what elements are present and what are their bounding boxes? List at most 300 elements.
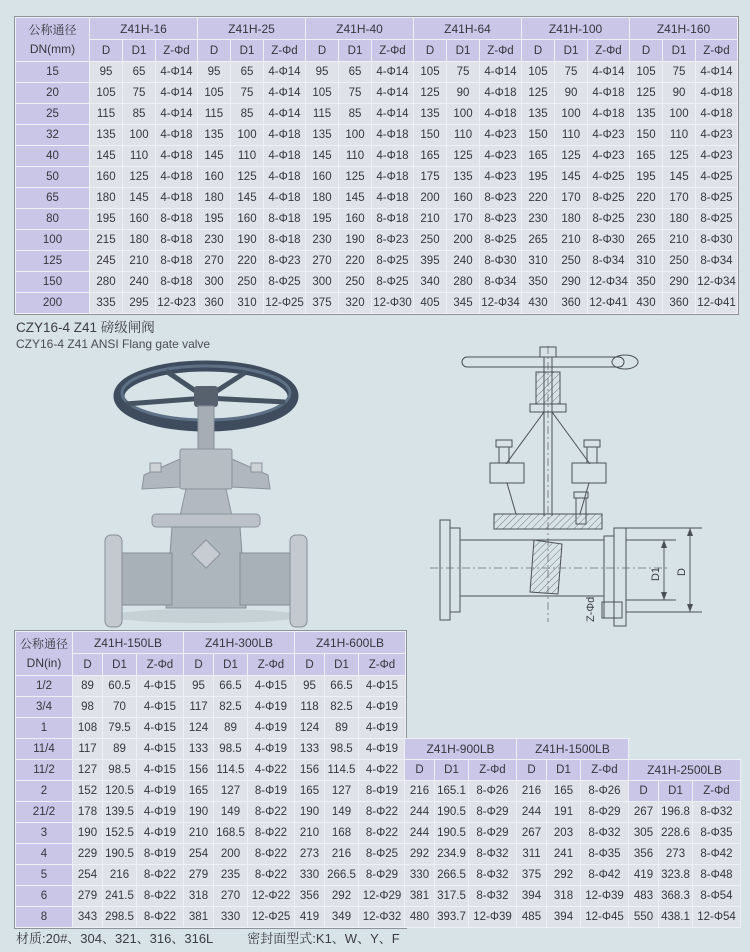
- table-cell: 85: [123, 104, 156, 125]
- column-subheader: D1: [339, 40, 372, 62]
- table-cell: 280: [90, 272, 123, 293]
- table-row: [16, 83, 738, 104]
- table-cell: 65: [231, 62, 264, 83]
- table-cell: 8-Φ25: [480, 230, 522, 251]
- table-cell: 4-Φ14: [696, 62, 738, 83]
- dn-cell: 25: [16, 104, 90, 125]
- table-cell: 82.5: [214, 697, 248, 718]
- table-cell: 298.5: [103, 907, 137, 928]
- table-cell: 215: [90, 230, 123, 251]
- table-cell: 75: [231, 83, 264, 104]
- table-cell: 8-Φ48: [693, 865, 741, 886]
- column-subheader: D: [73, 654, 103, 676]
- table-cell: 4-Φ18: [696, 104, 738, 125]
- table-cell: 8-Φ18: [156, 251, 198, 272]
- table-cell: 180: [198, 188, 231, 209]
- table-cell: 75: [339, 83, 372, 104]
- table-cell: 145: [339, 188, 372, 209]
- table-cell: 8-Φ54: [693, 886, 741, 907]
- table-cell: 98.5: [325, 739, 359, 760]
- column-header: D1: [547, 760, 581, 781]
- table-cell: 230: [306, 230, 339, 251]
- table-cell: 240: [123, 272, 156, 293]
- table-cell: 220: [522, 188, 555, 209]
- table-cell: 125: [630, 83, 663, 104]
- table-cell: 4-Φ22: [359, 760, 406, 781]
- table-cell: 195: [522, 167, 555, 188]
- column-group-header: Z41H-100: [522, 18, 630, 40]
- table-row: [405, 760, 741, 781]
- column-header: Z-Φd: [581, 760, 629, 781]
- table-cell: 4-Φ18: [156, 167, 198, 188]
- table-cell: 210: [555, 230, 588, 251]
- table-cell: 292: [405, 844, 435, 865]
- table-cell: 485: [517, 907, 547, 928]
- table-cell: 4-Φ15: [137, 718, 184, 739]
- table-row: [405, 907, 741, 928]
- table-cell: 279: [73, 886, 103, 907]
- table-cell: 4-Φ19: [137, 802, 184, 823]
- table-cell: 273: [659, 844, 693, 865]
- table-cell: 360: [555, 293, 588, 314]
- table-cell: 168: [325, 823, 359, 844]
- table-cell: 12-Φ39: [581, 886, 629, 907]
- table-cell: 8-Φ32: [693, 802, 741, 823]
- column-group-header: Z41H-600LB: [295, 632, 406, 654]
- table-cell: 145: [231, 188, 264, 209]
- column-subheader: D: [414, 40, 447, 62]
- dn-cell: 65: [16, 188, 90, 209]
- table-cell: 110: [663, 125, 696, 146]
- table-cell: 240: [447, 251, 480, 272]
- table-corner-label: 公称通径 DN(mm): [16, 18, 90, 62]
- column-subheader: D1: [663, 40, 696, 62]
- table-cell: 8-Φ25: [372, 272, 414, 293]
- dn-cell: 4: [16, 844, 73, 865]
- table-cell: 156: [184, 760, 214, 781]
- table-cell: 190: [73, 823, 103, 844]
- table-cell: 4-Φ14: [372, 83, 414, 104]
- table-cell: 4-Φ23: [696, 125, 738, 146]
- table-cell: 12-Φ25: [248, 907, 295, 928]
- table-cell: 133: [295, 739, 325, 760]
- table-cell: 4-Φ14: [264, 83, 306, 104]
- table-cell: 8-Φ22: [248, 802, 295, 823]
- table-cell: 330: [295, 865, 325, 886]
- table-cell: 210: [123, 251, 156, 272]
- table-row: [16, 886, 406, 907]
- column-subheader: D: [90, 40, 123, 62]
- table-cell: 191: [547, 802, 581, 823]
- table-cell: 110: [555, 125, 588, 146]
- table-cell: 12-Φ25: [264, 293, 306, 314]
- table-cell: 220: [630, 188, 663, 209]
- table-cell: 8-Φ18: [156, 209, 198, 230]
- table-cell: 95: [306, 62, 339, 83]
- table-cell: 292: [325, 886, 359, 907]
- dn-cell: 80: [16, 209, 90, 230]
- table-cell: 100: [663, 104, 696, 125]
- table-cell: 330: [214, 907, 248, 928]
- table-row: [16, 209, 738, 230]
- table-cell: 100: [555, 104, 588, 125]
- table-cell: 4-Φ14: [372, 62, 414, 83]
- column-subheader: Z-Φd: [248, 654, 295, 676]
- table-cell: 8-Φ30: [696, 230, 738, 251]
- table-cell: 8-Φ18: [264, 230, 306, 251]
- table-cell: 12-Φ34: [588, 272, 630, 293]
- dimension-label-d: D: [676, 568, 688, 576]
- dn-cell: 3/4: [16, 697, 73, 718]
- table-row: [16, 230, 738, 251]
- table-cell: 4-Φ25: [588, 167, 630, 188]
- table-cell: 393.7: [435, 907, 469, 928]
- table-cell: 280: [447, 272, 480, 293]
- table-cell: 195: [630, 167, 663, 188]
- table-cell: 220: [339, 251, 372, 272]
- table-cell: 419: [295, 907, 325, 928]
- table-cell: 244: [405, 802, 435, 823]
- table-cell: 124: [295, 718, 325, 739]
- table-cell: 70: [103, 697, 137, 718]
- table-cell: 210: [184, 823, 214, 844]
- table-cell: 196.8: [659, 802, 693, 823]
- table-cell: 66.5: [325, 676, 359, 697]
- table-cell: 8-Φ34: [480, 272, 522, 293]
- table-cell: 4-Φ18: [264, 125, 306, 146]
- table-cell: 8-Φ29: [469, 802, 517, 823]
- table-cell: 430: [522, 293, 555, 314]
- table-cell: 190: [295, 802, 325, 823]
- table-cell: 210: [414, 209, 447, 230]
- table-cell: 75: [555, 62, 588, 83]
- table-cell: 145: [198, 146, 231, 167]
- table-cell: 330: [405, 865, 435, 886]
- table-cell: 311: [517, 844, 547, 865]
- column-subheader: D1: [231, 40, 264, 62]
- table-cell: 108: [73, 718, 103, 739]
- table-cell: 125: [339, 167, 372, 188]
- table-cell: 117: [184, 697, 214, 718]
- table-cell: 394: [517, 886, 547, 907]
- table-cell: 250: [231, 272, 264, 293]
- table-cell: 110: [447, 125, 480, 146]
- table-cell: 273: [295, 844, 325, 865]
- dn-cell: 21/2: [16, 802, 73, 823]
- table-cell: 8-Φ30: [480, 251, 522, 272]
- table-cell: 165: [295, 781, 325, 802]
- table-cell: 4-Φ19: [359, 718, 406, 739]
- table-cell: 127: [325, 781, 359, 802]
- table-cell: 110: [231, 146, 264, 167]
- table-cell: 75: [123, 83, 156, 104]
- table-cell: 8-Φ29: [469, 823, 517, 844]
- table-row: [405, 739, 741, 760]
- table-cell: 90: [555, 83, 588, 104]
- table-cell: 8-Φ25: [588, 209, 630, 230]
- table-cell: 115: [306, 104, 339, 125]
- table-cell: 8-Φ35: [693, 823, 741, 844]
- column-header: Z-Φd: [469, 760, 517, 781]
- column-subheader: Z-Φd: [696, 40, 738, 62]
- table-cell: 200: [447, 230, 480, 251]
- dn-cell: 5: [16, 865, 73, 886]
- table-cell: 165: [522, 146, 555, 167]
- table-cell: 8-Φ25: [264, 272, 306, 293]
- table-cell: 150: [414, 125, 447, 146]
- dn-cell: 3: [16, 823, 73, 844]
- table-cell: 89: [325, 718, 359, 739]
- caption-block: [16, 320, 210, 352]
- table-cell: 318: [547, 886, 581, 907]
- dn-cell: 2: [16, 781, 73, 802]
- table-cell: 419: [629, 865, 659, 886]
- table-cell: 125: [414, 83, 447, 104]
- table-cell: 228.6: [659, 823, 693, 844]
- table-cell: 210: [295, 823, 325, 844]
- table-cell: 135: [522, 104, 555, 125]
- table-cell: 98.5: [214, 739, 248, 760]
- dn-cell: 32: [16, 125, 90, 146]
- table-cell: 8-Φ25: [696, 188, 738, 209]
- table-cell: 160: [198, 167, 231, 188]
- table-cell: 100: [123, 125, 156, 146]
- table-cell: 156: [295, 760, 325, 781]
- table-cell: 241.5: [103, 886, 137, 907]
- table-cell: 190.5: [435, 802, 469, 823]
- table-cell: 4-Φ18: [156, 146, 198, 167]
- table-cell: 438.1: [659, 907, 693, 928]
- dn-cell: 6: [16, 886, 73, 907]
- dn-cell: 1/2: [16, 676, 73, 697]
- table-cell: 4-Φ19: [248, 718, 295, 739]
- table-cell: 8-Φ19: [248, 781, 295, 802]
- table-cell: 168.5: [214, 823, 248, 844]
- table-cell: 125: [522, 83, 555, 104]
- table-cell: 4-Φ14: [156, 104, 198, 125]
- table-cell: 4-Φ18: [372, 167, 414, 188]
- table-cell: 89: [103, 739, 137, 760]
- table-cell: 483: [629, 886, 659, 907]
- table-cell: 8-Φ22: [359, 823, 406, 844]
- table-cell: 241: [547, 844, 581, 865]
- table-cell: 12-Φ23: [156, 293, 198, 314]
- column-header: Z41H-2500LB: [629, 760, 741, 781]
- column-subheader: Z-Φd: [588, 40, 630, 62]
- table-cell: 125: [447, 146, 480, 167]
- table-cell: 8-Φ22: [248, 844, 295, 865]
- table-cell: 4-Φ22: [248, 760, 295, 781]
- table-cell: 110: [123, 146, 156, 167]
- dn-cell: 1: [16, 718, 73, 739]
- table-row: [16, 104, 738, 125]
- table-cell: 375: [517, 865, 547, 886]
- table-cell: 270: [214, 886, 248, 907]
- table-row: [405, 823, 741, 844]
- table-cell: 105: [306, 83, 339, 104]
- table-cell: 4-Φ15: [137, 676, 184, 697]
- table-cell: 4-Φ14: [480, 62, 522, 83]
- table-cell: 4-Φ18: [696, 83, 738, 104]
- table-cell: 4-Φ15: [137, 760, 184, 781]
- column-subheader: Z-Φd: [156, 40, 198, 62]
- dn-cell: 40: [16, 146, 90, 167]
- table-cell: 150: [522, 125, 555, 146]
- table-cell: 135: [306, 125, 339, 146]
- table-cell: 310: [522, 251, 555, 272]
- table-row: [405, 886, 741, 907]
- table-cell: 4-Φ19: [359, 739, 406, 760]
- dn-cell: 125: [16, 251, 90, 272]
- column-subheader: Z-Φd: [359, 654, 406, 676]
- top-table-wrap: [14, 16, 739, 315]
- table-cell: 12-Φ54: [693, 907, 741, 928]
- table-cell: 8-Φ25: [359, 844, 406, 865]
- table-cell: 175: [414, 167, 447, 188]
- table-cell: 8-Φ35: [581, 844, 629, 865]
- table-cell: 230: [198, 230, 231, 251]
- table-cell: 12-Φ45: [581, 907, 629, 928]
- table-cell: 4-Φ23: [696, 146, 738, 167]
- table-cell: 8-Φ22: [248, 865, 295, 886]
- table-cell: 125: [231, 167, 264, 188]
- ansi-dimension-table: [15, 631, 406, 928]
- table-cell: 8-Φ23: [480, 188, 522, 209]
- table-cell: 230: [522, 209, 555, 230]
- table-cell: 114.5: [325, 760, 359, 781]
- table-cell: 267: [517, 823, 547, 844]
- table-cell: 160: [90, 167, 123, 188]
- table-cell: 8-Φ32: [581, 823, 629, 844]
- table-cell: 160: [306, 167, 339, 188]
- table-cell: 190: [339, 230, 372, 251]
- table-cell: 340: [414, 272, 447, 293]
- column-subheader: D: [306, 40, 339, 62]
- table-cell: 4-Φ18: [264, 188, 306, 209]
- table-cell: 4-Φ18: [264, 167, 306, 188]
- table-cell: 180: [123, 230, 156, 251]
- table-cell: 79.5: [103, 718, 137, 739]
- table-cell: 265: [522, 230, 555, 251]
- table-cell: 165.1: [435, 781, 469, 802]
- table-cell: 8-Φ22: [137, 865, 184, 886]
- table-cell: 8-Φ23: [372, 230, 414, 251]
- table-cell: 335: [90, 293, 123, 314]
- table-cell: 149: [325, 802, 359, 823]
- table-cell: 66.5: [214, 676, 248, 697]
- table-cell: 89: [214, 718, 248, 739]
- table-cell: 430: [630, 293, 663, 314]
- table-cell: 250: [339, 272, 372, 293]
- dn-cell: 8: [16, 907, 73, 928]
- table-cell: 8-Φ29: [581, 802, 629, 823]
- table-row: [16, 823, 406, 844]
- table-cell: 395: [414, 251, 447, 272]
- table-cell: 145: [123, 188, 156, 209]
- gate-valve-photo: [92, 356, 330, 628]
- column-subheader: Z-Φd: [137, 654, 184, 676]
- table-cell: 4-Φ19: [137, 823, 184, 844]
- column-group-header: Z41H-40: [306, 18, 414, 40]
- table-row: [16, 802, 406, 823]
- table-cell: 8-Φ34: [588, 251, 630, 272]
- table-cell: 300: [198, 272, 231, 293]
- column-subheader: D: [630, 40, 663, 62]
- table-cell: 150: [630, 125, 663, 146]
- table-cell: 8-Φ22: [248, 823, 295, 844]
- table-cell: 318: [184, 886, 214, 907]
- table-row: [16, 146, 738, 167]
- table-cell: 254: [73, 865, 103, 886]
- table-cell: 178: [73, 802, 103, 823]
- table-cell: 350: [522, 272, 555, 293]
- table-row: [16, 62, 738, 83]
- table-cell: 12-Φ32: [359, 907, 406, 928]
- table-cell: 292: [547, 865, 581, 886]
- column-subheader: D1: [325, 654, 359, 676]
- table-cell: 139.5: [103, 802, 137, 823]
- table-cell: 8-Φ23: [264, 251, 306, 272]
- table-cell: 200: [214, 844, 248, 865]
- table-cell: 4-Φ19: [248, 697, 295, 718]
- table-cell: 75: [663, 62, 696, 83]
- dn-cell: 15: [16, 62, 90, 83]
- table-cell: 8-Φ42: [693, 844, 741, 865]
- table-cell: 145: [555, 167, 588, 188]
- table-cell: 95: [90, 62, 123, 83]
- table-cell: 195: [198, 209, 231, 230]
- table-cell: 4-Φ23: [480, 125, 522, 146]
- table-cell: 105: [198, 83, 231, 104]
- dn-cell: 11/4: [16, 739, 73, 760]
- column-header: Z41H-900LB: [405, 739, 517, 760]
- table-cell: 8-Φ29: [359, 865, 406, 886]
- table-cell: 4-Φ18: [156, 188, 198, 209]
- column-subheader: D: [522, 40, 555, 62]
- table-cell: 4-Φ14: [264, 62, 306, 83]
- table-row: [16, 293, 738, 314]
- table-cell: 8-Φ34: [696, 251, 738, 272]
- table-cell: 98.5: [103, 760, 137, 781]
- table-cell: 360: [663, 293, 696, 314]
- table-cell: 4-Φ18: [588, 83, 630, 104]
- table-cell: 295: [123, 293, 156, 314]
- table-cell: 350: [630, 272, 663, 293]
- material-note: 材质:20#、304、321、316、316L: [16, 931, 214, 946]
- table-cell: 165: [547, 781, 581, 802]
- metric-dimension-table: [15, 17, 738, 314]
- table-cell: 244: [405, 823, 435, 844]
- table-cell: 4-Φ18: [264, 146, 306, 167]
- table-cell: 98: [73, 697, 103, 718]
- table-cell: 8-Φ18: [156, 272, 198, 293]
- table-cell: 65: [339, 62, 372, 83]
- dn-cell: 100: [16, 230, 90, 251]
- table-cell: 381: [405, 886, 435, 907]
- table-cell: 4-Φ23: [480, 167, 522, 188]
- column-group-header: Z41H-16: [90, 18, 198, 40]
- table-cell: 12-Φ41: [696, 293, 738, 314]
- table-cell: 4-Φ18: [480, 83, 522, 104]
- dn-cell: 150: [16, 272, 90, 293]
- table-cell: 244: [517, 802, 547, 823]
- table-cell: 4-Φ25: [696, 167, 738, 188]
- table-cell: 250: [663, 251, 696, 272]
- table-row: [16, 188, 738, 209]
- table-row: [16, 844, 406, 865]
- table-cell: 8-Φ22: [137, 907, 184, 928]
- table-row: [16, 718, 406, 739]
